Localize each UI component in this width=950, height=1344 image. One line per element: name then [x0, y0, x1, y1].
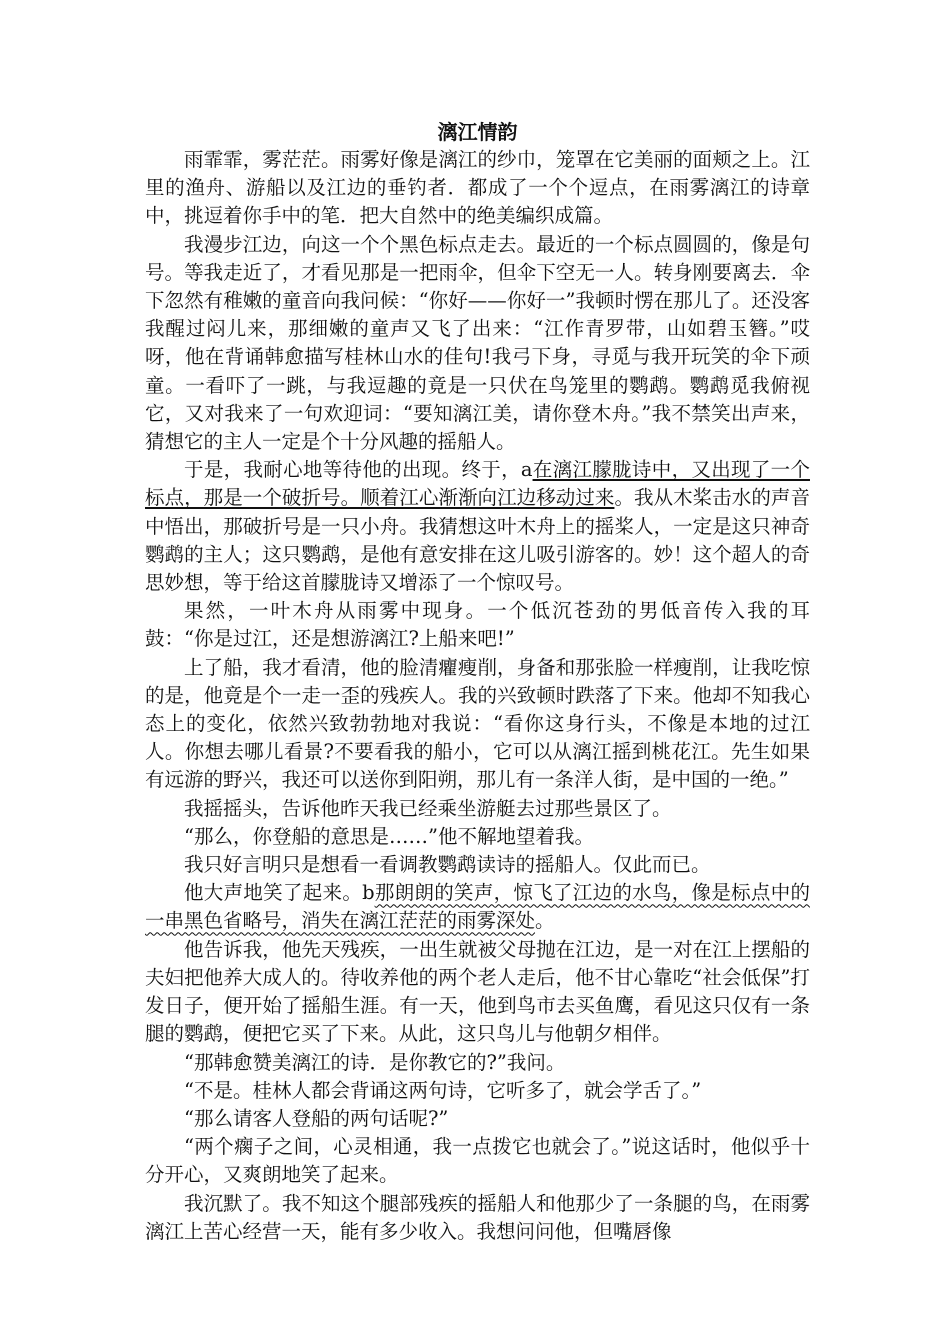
paragraph-5: 上了船，我才看清，他的脸清癯瘦削，身备和那张脸一样瘦削，让我吃惊的是，他竟是个一走一歪的残疾人。我的兴致顿时跌落了下来。他却不知我心态上的变化，依然兴致勃勃地对我说：“看你这身行头，不像是本地的过江人。你想去哪儿看景?不要看我的船小，它可以从漓江摇到桃花江。先生如果有远游的野兴，我还可以送你到阳朔，那儿有一条洋人街，是中国的一绝。” — [145, 655, 810, 792]
document-page — [145, 118, 810, 1246]
paragraph-3-lead: 于是，我耐心地等待他的出现。终于，a — [184, 458, 533, 482]
paragraph-9-lead: 他大声地笑了起来。b — [184, 881, 375, 905]
paragraph-8: 我只好言明只是想看一看调教鹦鹉读诗的摇船人。仅此而已。 — [184, 853, 711, 877]
underlined-sentence-a: 在漓江朦胧诗中，又出现了一个标点，那是一个破折号。顺着江心渐渐向江边移动过来 — [145, 458, 810, 510]
paragraph-13: “那么请客人登船的两句话呢?” — [184, 1106, 449, 1130]
paragraph-10: 他告诉我，他先天残疾，一出生就被父母抛在江边，是一对在江上摆船的夫妇把他养大成人的。待收养他的两个老人走后，他不甘心靠吃“社会低保”打发日子，便开始了摇船生涯。有一天，他到鸟市去买鱼鹰，看见这只仅有一条腿的鹦鹉，便把它买了下来。从此，这只鸟儿与他朝夕相伴。 — [145, 937, 810, 1046]
paragraph-3-rest: 。我从木桨击水的声音中悟出，那破折号是一只小舟。我猜想这叶木舟上的摇桨人，一定是这只神奇鹦鹉的主人；这只鹦鹉，是他有意安排在这儿吸引游客的。妙！这个超人的奇思妙想，等于给这首朦胧诗又增添了一个惊叹号。 — [145, 486, 810, 595]
paragraph-1: 雨霏霏，雾茫茫。雨雾好像是漓江的纱巾，笼罩在它美丽的面颊之上。江里的渔舟、游船以及江边的垂钓者．都成了一个个逗点，在雨雾漓江的诗章中，挑逗着你手中的笔．把大自然中的绝美编织成篇。 — [145, 148, 810, 228]
paragraph-9-rest: 。 — [535, 909, 555, 933]
paragraph-14: “两个瘸子之间，心灵相通，我一点拨它也就会了。”说这话时，他似乎十分开心，又爽朗地笑了起来。 — [145, 1135, 810, 1187]
paragraph-15: 我沉默了。我不知这个腿部残疾的摇船人和他那少了一条腿的鸟，在雨雾漓江上苦心经营一天，能有多少收入。我想问问他，但嘴唇像 — [145, 1191, 810, 1243]
underlined-sentence-b: 那朗朗的笑声，惊飞了江边的水鸟，像是标点中的一串黑色省略号，消失在漓江茫茫的雨雾深处 — [145, 881, 810, 933]
paragraph-2: 我漫步江边，向这一个个黑色标点走去。最近的一个标点圆圆的，像是句号。等我走近了，才看见那是一把雨伞，但伞下空无一人。转身刚要离去．伞下忽然有稚嫩的童音向我问候：“你好——你好一”我顿时愣在那儿了。还没客我醒过闷儿来，那细嫩的童声又飞了出来：“江作青罗带，山如碧玉簪。”哎呀，他在背诵韩愈描写桂林山水的佳句!我弓下身，寻觅与我开玩笑的伞下顽童。一看吓了一跳，与我逗趣的竟是一只伏在鸟笼里的鹦鹉。鹦鹉觅我俯视它，又对我来了一句欢迎词：“要知漓江美，请你登木舟。”我不禁笑出声来，猜想它的主人一定是个十分风趣的摇船人。 — [145, 232, 810, 454]
paragraph-9 — [145, 879, 810, 935]
document-title: 漓江情韵 — [437, 120, 518, 144]
paragraph-7: “那么，你登船的意思是……”他不解地望着我。 — [184, 824, 594, 848]
paragraph-12: “不是。桂林人都会背诵这两句诗，它听多了，就会学舌了。” — [184, 1078, 702, 1102]
paragraph-6: 我摇摇头，告诉他昨天我已经乘坐游艇去过那些景区了。 — [184, 796, 672, 820]
paragraph-3 — [145, 456, 810, 597]
paragraph-11: “那韩愈赞美漓江的诗．是你教它的?”我问。 — [184, 1050, 566, 1074]
paragraph-4: 果然，一叶木舟从雨雾中现身。一个低沉苍劲的男低音传入我的耳鼓：“你是过江，还是想游漓江?上船来吧!” — [145, 599, 810, 651]
